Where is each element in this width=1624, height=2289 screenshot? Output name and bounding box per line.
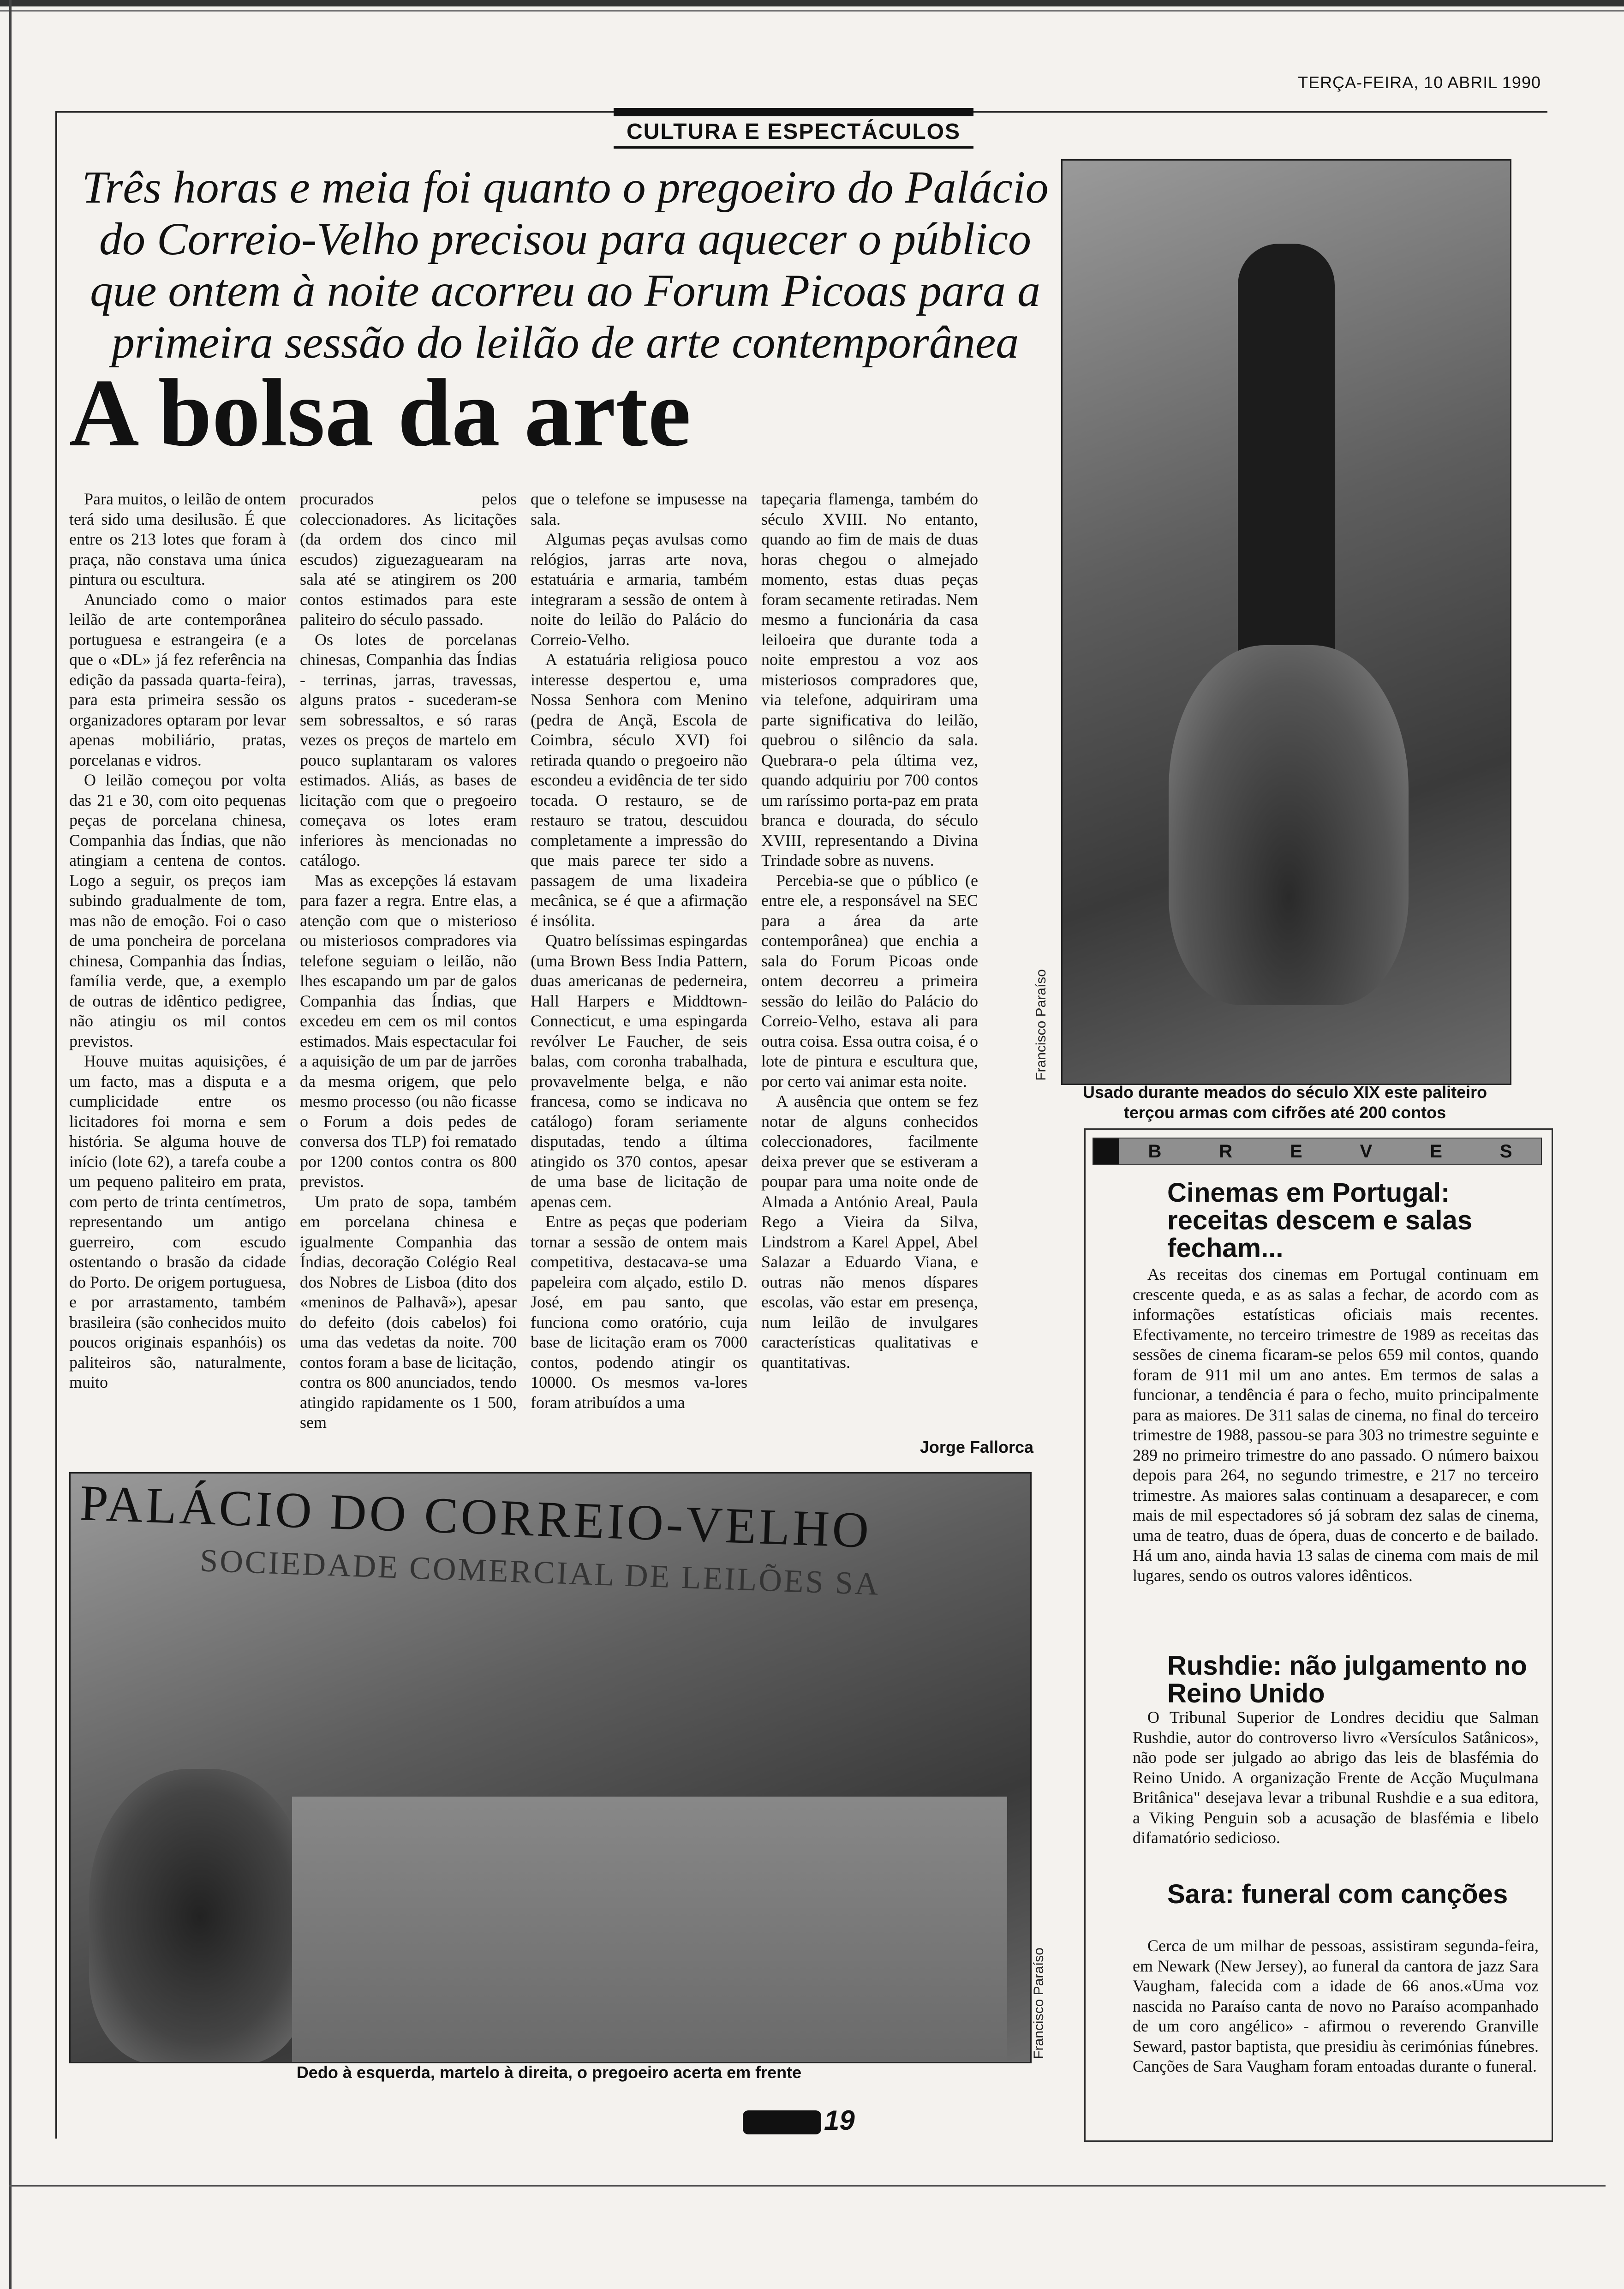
paragraph: A estatuária religiosa pouco interesse despertou e, uma Nossa Senhora com Menino (pedra de Ançã, Escola de Coimbra, século XVI) foi retirada quando o pregoeiro não escondeu a evidência de ter sido tocada. O restauro, se de restauro se tratou, descuidou completamente a impressão do que mais parece ter sido a passagem de uma lixadeira mecânica, se é que a afirmação é insólita. [531,650,747,930]
paragraph: Os lotes de porcelanas chinesas, Companhia das Índias - terrinas, jarras, travessas, alguns pratos - sucederam-se sem sobressaltos, e só raras vezes os preços de martelo em pouco suplantaram os valores estimados. Aliás, as bases de licitação com que o pregoeiro começava os lotes eram inferiores às mencionadas no catálogo. [300,630,517,869]
breves-letter: R [1219,1141,1233,1162]
breves-letter: E [1290,1141,1302,1162]
paragraph: Quatro belíssimas espingardas (uma Brown Bess India Pattern, duas americanas de pederneira, Hall Harpers e Middtown-Connecticut, e uma espingarda revólver Le Faucher, de seis balas, com coronha trabalhada, provavelmente belga, e não francesa, como se indicava no catálogo) foram seriamente disputadas, tendo a última atingido os 370 contos, apesar de uma base de licitação de apenas cem. [531,931,747,1211]
article-column-1 [69,489,286,1393]
brief-text [1133,1264,1539,1586]
auction-house-subtitle: SOCIEDADE COMERCIAL DE LEILÕES SA [199,1543,881,1602]
breves-letter: E [1430,1141,1442,1162]
page-date: TERÇA-FEIRA, 10 ABRIL 1990 [1298,73,1541,92]
breves-letter: V [1360,1141,1373,1162]
warrior-figure [1238,244,1335,659]
paragraph: Mas as excepções lá estavam para fazer a regra. Entre elas, a atenção com que o misterioso ou misteriosos compradores via telefone seguiam o leilão, não lhes escapando um par de galos Companhia das Índias, que excedeu em cem os mil contos estimados. Mais espectacular foi a aquisição de um par de jarrões da mesma origem, que pelo mesmo processo (ou não ficasse o Forum a dois pedes de conversa dos TLP) foi rematado por 1200 contos contra os 800 previstos. [300,871,517,1191]
auction-table [292,1797,1007,2062]
top-rule [0,0,1624,6]
photo-caption: Dedo à esquerda, martelo à direita, o pregoeiro acerta em frente [296,2063,802,2082]
paragraph: As receitas dos cinemas em Portugal continuam em crescente queda, e as as salas a fechar, de acordo com as informações estatísticas oficiais mais recentes. Efectivamente, no terceiro trimestre de 1989 as receitas das sessões de cinema ficaram-se pelos 659 mil contos, quando foram de 911 mil um ano antes. Em termos de salas a funcionar, a tendência é para o fecho, muito principalmente para as maiores. De 311 salas de cinema, no final do terceiro trimestre de 1988, passou-se para 303 no trimestre seguinte e 289 no primeiro trimestre do ano passado. O número baixou depois para 264, no segundo trimestre, e 217 no terceiro trimestre. As maiores salas continuam a desaparecer, e com mais de mil espectadores só já sobram dez salas de cinema, uma de teatro, duas de ópera, duas de concerto e de bailado. Há um ano, ainda havia 13 salas de cinema com mais de mil lugares, sendo os outros valores idênticos. [1133,1265,1539,1585]
photo-credit: Francisco Paraíso [1033,969,1049,1081]
paragraph: A ausência que ontem se fez notar de alguns conhecidos coleccionadores, facilmente deixa prever que se estiveram a poupar para uma noite onde de Almada a António Areal, Paula Rego a Vieira da Silva, Lindstrom a Karel Appel, Abel Salazar a Eduardo Viana, e outras não menos díspares escolas, vão estar em presença, num leilão de invulgares características qualitativas e quantitativas. [761,1092,978,1372]
paragraph: Anunciado como o maior leilão de arte contemporânea portuguesa e estrangeira (e a que o «DL» já fez referência na edição da passada quarta-feira), para esta primeira sessão os organizadores optaram por levar apenas mobiliário, pratas, porcelanas e vidros. [69,590,286,769]
brief-title: Rushdie: não julgamento no Reino Unido [1167,1651,1527,1708]
section-title: CULTURA E ESPECTÁCULOS [614,119,973,149]
auction-house-sign: PALÁCIO DO CORREIO-VELHO [79,1474,873,1558]
paragraph: Entre as peças que poderiam tornar a sessão de ontem mais competitiva, destacava-se uma papeleira com alçado, estilo D. José, em pau santo, que funciona como oratório, cuja base de licitação eram os 7000 contos, podendo atingir os 10000. Os mesmos va-lores foram atribuídos a uma [531,1212,747,1412]
paragraph: Algumas peças avulsas como relógios, jarras arte nova, estatuária e armaria, também integraram a sessão de ontem à noite do leilão do Palácio do Correio-Velho. [531,530,747,649]
paragraph: procurados pelos coleccionadores. As licitações (da ordem dos cinco mil escudos) ziguezaguearam na sala até se atingirem os 200 contos estimados para este paliteiro do século passado. [300,490,517,629]
paragraph: O leilão começou por volta das 21 e 30, com oito pequenas peças de porcelana chinesa, Companhia das Índias, que não atingiam a centena de contos. Logo a seguir, os preços iam subindo gradualmente de tom, mas não de emoção. Foi o caso de uma poncheira de porcelana chinesa, Companhia das Índias, família verde, que, a exemplo de outras de idêntico pedigree, não atingiu os mil contos previstos. [69,771,286,1050]
brief-title: Sara: funeral com canções [1167,1879,1508,1909]
article-lead: Três horas e meia foi quanto o pregoeiro do Palácio do Correio-Velho precisou para aquecer o público que ontem à noite acorreu ao Forum Picoas para a primeira sessão do leilão de arte contemporânea [82,162,1049,368]
paragraph: Percebia-se que o público (e entre ele, a responsável na SEC para a área da arte contemporânea) que enchia a sala do Forum Picoas onde ontem decorreu a primeira sessão do leilão do Palácio do Correio-Velho, estava ali para outra coisa. Essa outra coisa, é o lote de pintura e escultura que, por certo vai animar esta noite. [761,871,978,1091]
silver-base [1169,645,1409,1005]
page-number-text: 19 [824,2105,855,2136]
article-column-2 [300,489,517,1433]
paragraph: que o telefone se impusesse na sala. [531,490,747,528]
toothpick-holder-photo [1061,159,1511,1085]
paragraph: Para muitos, o leilão de ontem terá sido uma desilusão. É que entre os 213 lotes que foram à praça, não constava uma única pintura ou escultura. [69,490,286,588]
brief-text [1133,1936,1539,2077]
porcelain-vase [89,1769,310,2063]
brief-text [1133,1708,1539,1848]
article-column-3 [531,489,747,1413]
paragraph: Cerca de um milhar de pessoas, assistiram segunda-feira, em Newark (New Jersey), ao funeral da cantora de jazz Sara Vaugham, falecida com a idade de 66 anos.«Uma voz nascida no Paraíso canta de novo no Paraíso acompanhado de um coro angélico» - afirmou o reverendo Granville Seward, pastor baptista, que presidiu às cerimónias fúnebres. Canções de Sara Vaugham foram entoadas durante o funeral. [1133,1936,1539,2075]
top-rule-thin [0,10,1624,12]
article-byline: Jorge Fallorca [919,1438,1033,1456]
breves-header [1093,1138,1542,1165]
page-number [743,2104,855,2136]
breves-letter: B [1148,1141,1162,1162]
article-headline: A bolsa da arte [69,360,691,467]
photo-credit: Francisco Paraíso [1031,1947,1046,2059]
bottom-rule [9,2185,1606,2187]
article-column-4 [761,489,978,1372]
paragraph: O Tribunal Superior de Londres decidiu que Salman Rushdie, autor do controverso livro «Versículos Satânicos», não pode ser julgado ao abrigo das leis de blasfémia do Reino Unido. A organização Frente de Acção Muçulmana Britânica" desejava levar a tribunal Rushdie e a sua editora, a Viking Penguin sob a acusação de blasfémia e libelo difamatório sedicioso. [1133,1708,1539,1847]
newspaper-logo-icon [743,2110,821,2134]
left-margin-rule [9,0,12,2289]
breves-letters [1119,1141,1541,1162]
brief-title: Cinemas em Portugal: receitas descem e salas fecham... [1167,1178,1473,1263]
paragraph: Um prato de sopa, também em porcelana chinesa e igualmente Companhia das Índias, decoração Colégio Real dos Nobres de Lisboa (dito dos «meninos de Palhavã»), apesar do defeito (dois cabelos) foi uma das vedetas da noite. 700 contos foram a base de licitação, contra os 800 anunciados, tendo atingido rapidamente os 1 500, sem [300,1192,517,1432]
paragraph: tapeçaria flamenga, também do século XVIII. No entanto, quando ao fim de mais de duas horas chegou o almejado momento, estas duas peças foram secamente retiradas. Nem mesmo a funcionária da casa leiloeira que durante toda a noite emprestou a voz aos misteriosos compradores que, via telefone, adquiriram uma parte significativa do leilão, quebrou o silêncio da sala. Quebrara-o pela última vez, quando adquiriu por 700 contos um raríssimo porta-paz em prata branca e dourada, do século XVIII, representando a Divina Trindade sobre as nuvens. [761,490,978,869]
breves-marker [1093,1139,1119,1164]
paragraph: Houve muitas aquisições, é um facto, mas a disputa e a cumplicidade entre os licitadores foi morna e sem história. Se alguma houve de início (lote 62), a tarefa coube a um pequeno paliteiro em prata, com perto de trinta centímetros, representando um antigo guerreiro, com escudo ostentando o brasão da cidade do Porto. De origem portuguesa, e por arrastamento, também brasileira (são conhecidos muito poucos originais espanhóis) os paliteiros são, naturalmente, muito [69,1052,286,1391]
section-bar [614,108,973,116]
auction-photo [69,1472,1032,2063]
photo-caption: Usado durante meados do século XIX este paliteiro terçou armas com cifrões até 200 contos [1082,1083,1487,1122]
breves-letter: S [1499,1141,1512,1162]
